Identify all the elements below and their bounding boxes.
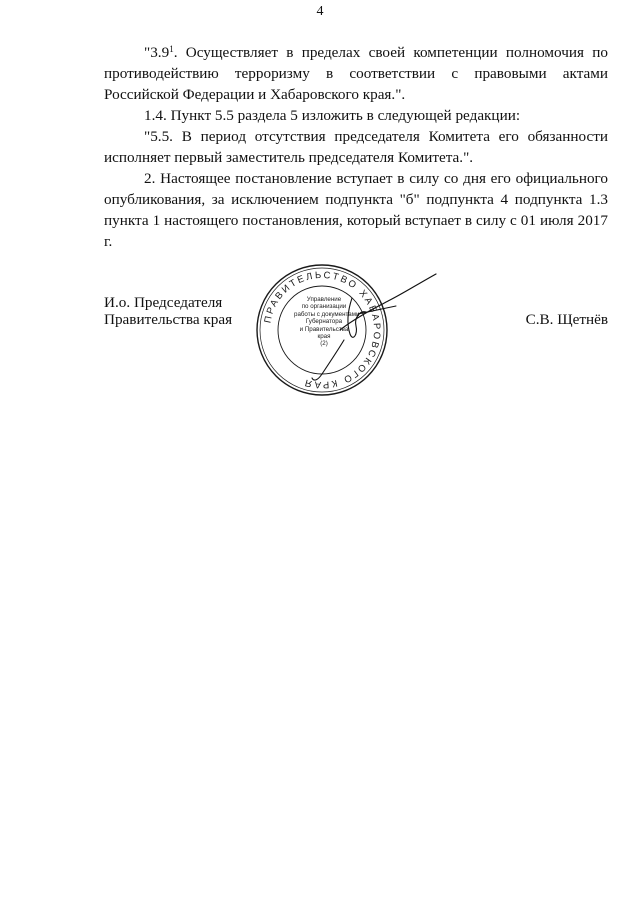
document-body [104, 42, 608, 252]
paragraph-3-9-superscript: 1 [169, 44, 174, 54]
signer-name: С.В. Щетнёв [525, 311, 608, 328]
signatory-title-line-1: И.о. Председателя [104, 294, 223, 311]
paragraph-3-9 [104, 42, 608, 105]
stamp-line: Губернатора [305, 318, 343, 326]
handwritten-signature [300, 270, 440, 390]
stamp-line: Управление [306, 296, 342, 303]
signatory-title-line-2: Правительства края [104, 311, 233, 328]
paragraph-2-effective-date: 2. Настоящее постановление вступает в силу со дня его официального опубликования, за исключением подпункта "б" подпункта 4 подпункта 1.3 пункта 1 настоящего постановления, который вступает в силу с 01 июля 2017 г. [104, 170, 608, 250]
signature-stroke-loop [348, 298, 366, 337]
stamp-line: и Правительства [299, 325, 349, 333]
signature-stroke-main [340, 274, 436, 330]
paragraph-3-9-text: . Осуществляет в пределах своей компетенции полномочия по противодействию терроризму в соответствии с правовыми актами Российской Федерации и Хабаровского края.". [104, 44, 608, 103]
signatory-title [104, 294, 232, 328]
stamp-line: края [317, 333, 331, 341]
paragraph-1-4: 1.4. Пункт 5.5 раздела 5 изложить в следующей редакции: [144, 107, 521, 124]
stamp-line: работы с документами [294, 310, 360, 318]
signature-stroke-tail [312, 340, 344, 380]
seal-ring-text: ПРАВИТЕЛЬСТВО ХАБАРОВСКОГО КРАЯ [262, 269, 383, 391]
paragraph-5-5: "5.5. В период отсутствия председателя Комитета его обязанности исполняет первый заместитель председателя Комитета.". [104, 128, 608, 166]
paragraph-3-9-prefix: "3.9 [144, 44, 170, 61]
stamp-line: по организации [301, 303, 347, 311]
page-number: 4 [316, 4, 324, 19]
stamp-line: (2) [320, 340, 328, 348]
